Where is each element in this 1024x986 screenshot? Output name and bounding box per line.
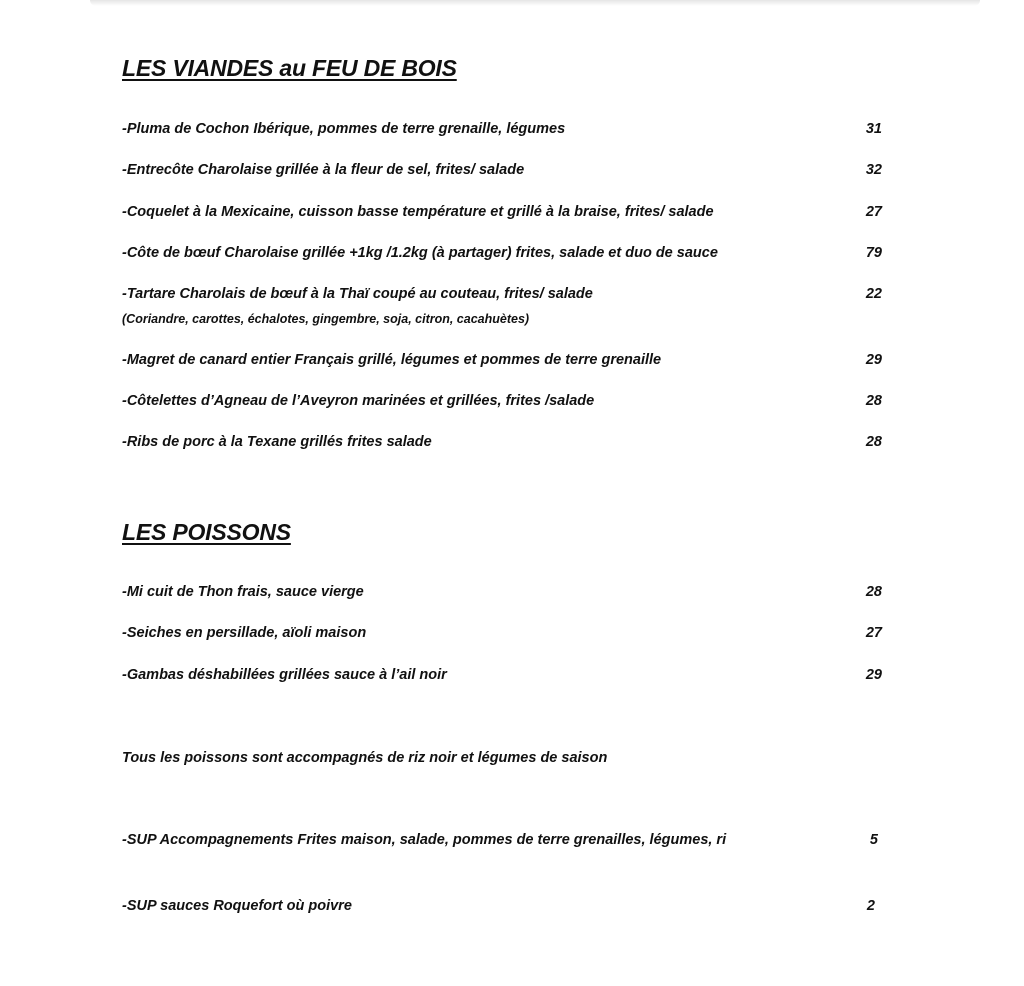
menu-price-cote-de-boeuf: 79	[865, 245, 882, 261]
menu-item-seiches: -Seiches en persillade, aïoli maison	[122, 625, 367, 641]
menu-item-cotelettes: -Côtelettes d’Agneau de l’Aveyron marinées et grillées, frites /salade	[122, 393, 595, 409]
menu-price-cotelettes: 28	[865, 393, 882, 409]
menu-item-ribs: -Ribs de porc à la Texane grillés frites salade	[122, 434, 432, 450]
menu-price-thon: 28	[865, 584, 882, 600]
menu-item-gambas: -Gambas déshabillées grillées sauce à l’ail noir	[122, 667, 447, 683]
menu-item-pluma: -Pluma de Cochon Ibérique, pommes de terre grenaille, légumes	[122, 121, 566, 137]
menu-price-pluma: 31	[865, 121, 882, 137]
menu-price-seiches: 27	[865, 625, 882, 641]
menu-price-gambas: 29	[865, 667, 882, 683]
supplement-accompagnements-price: 5	[869, 832, 878, 848]
menu-item-tartare-detail: (Coriandre, carottes, échalotes, gingembre, soja, citron, cacahuètes)	[122, 312, 530, 326]
menu-price-tartare: 22	[865, 286, 882, 302]
page-top-shadow	[90, 0, 980, 6]
supplement-sauces-price: 2	[866, 898, 875, 914]
section-title-viandes: LES VIANDES au FEU DE BOIS	[122, 55, 457, 81]
section-title-poissons: LES POISSONS	[122, 519, 291, 545]
menu-price-entrecote: 32	[865, 162, 882, 178]
menu-item-coquelet: -Coquelet à la Mexicaine, cuisson basse température et grillé à la braise, frites/ salade	[122, 204, 714, 220]
menu-item-entrecote: -Entrecôte Charolaise grillée à la fleur de sel, frites/ salade	[122, 162, 525, 178]
supplement-accompagnements: -SUP Accompagnements Frites maison, salade, pommes de terre grenailles, légumes, ri	[122, 832, 727, 848]
menu-item-tartare: -Tartare Charolais de bœuf à la Thaï coupé au couteau, frites/ salade	[122, 286, 593, 302]
menu-item-thon: -Mi cuit de Thon frais, sauce vierge	[122, 584, 364, 600]
supplement-sauces: -SUP sauces Roquefort où poivre	[122, 898, 352, 914]
menu-item-magret: -Magret de canard entier Français grillé, légumes et pommes de terre grenaille	[122, 352, 662, 368]
menu-price-magret: 29	[865, 352, 882, 368]
menu-item-cote-de-boeuf: -Côte de bœuf Charolaise grillée +1kg /1.2kg (à partager) frites, salade et duo de sauce	[122, 245, 718, 261]
poissons-note: Tous les poissons sont accompagnés de riz noir et légumes de saison	[122, 750, 608, 766]
menu-price-coquelet: 27	[865, 204, 882, 220]
menu-price-ribs: 28	[865, 434, 882, 450]
